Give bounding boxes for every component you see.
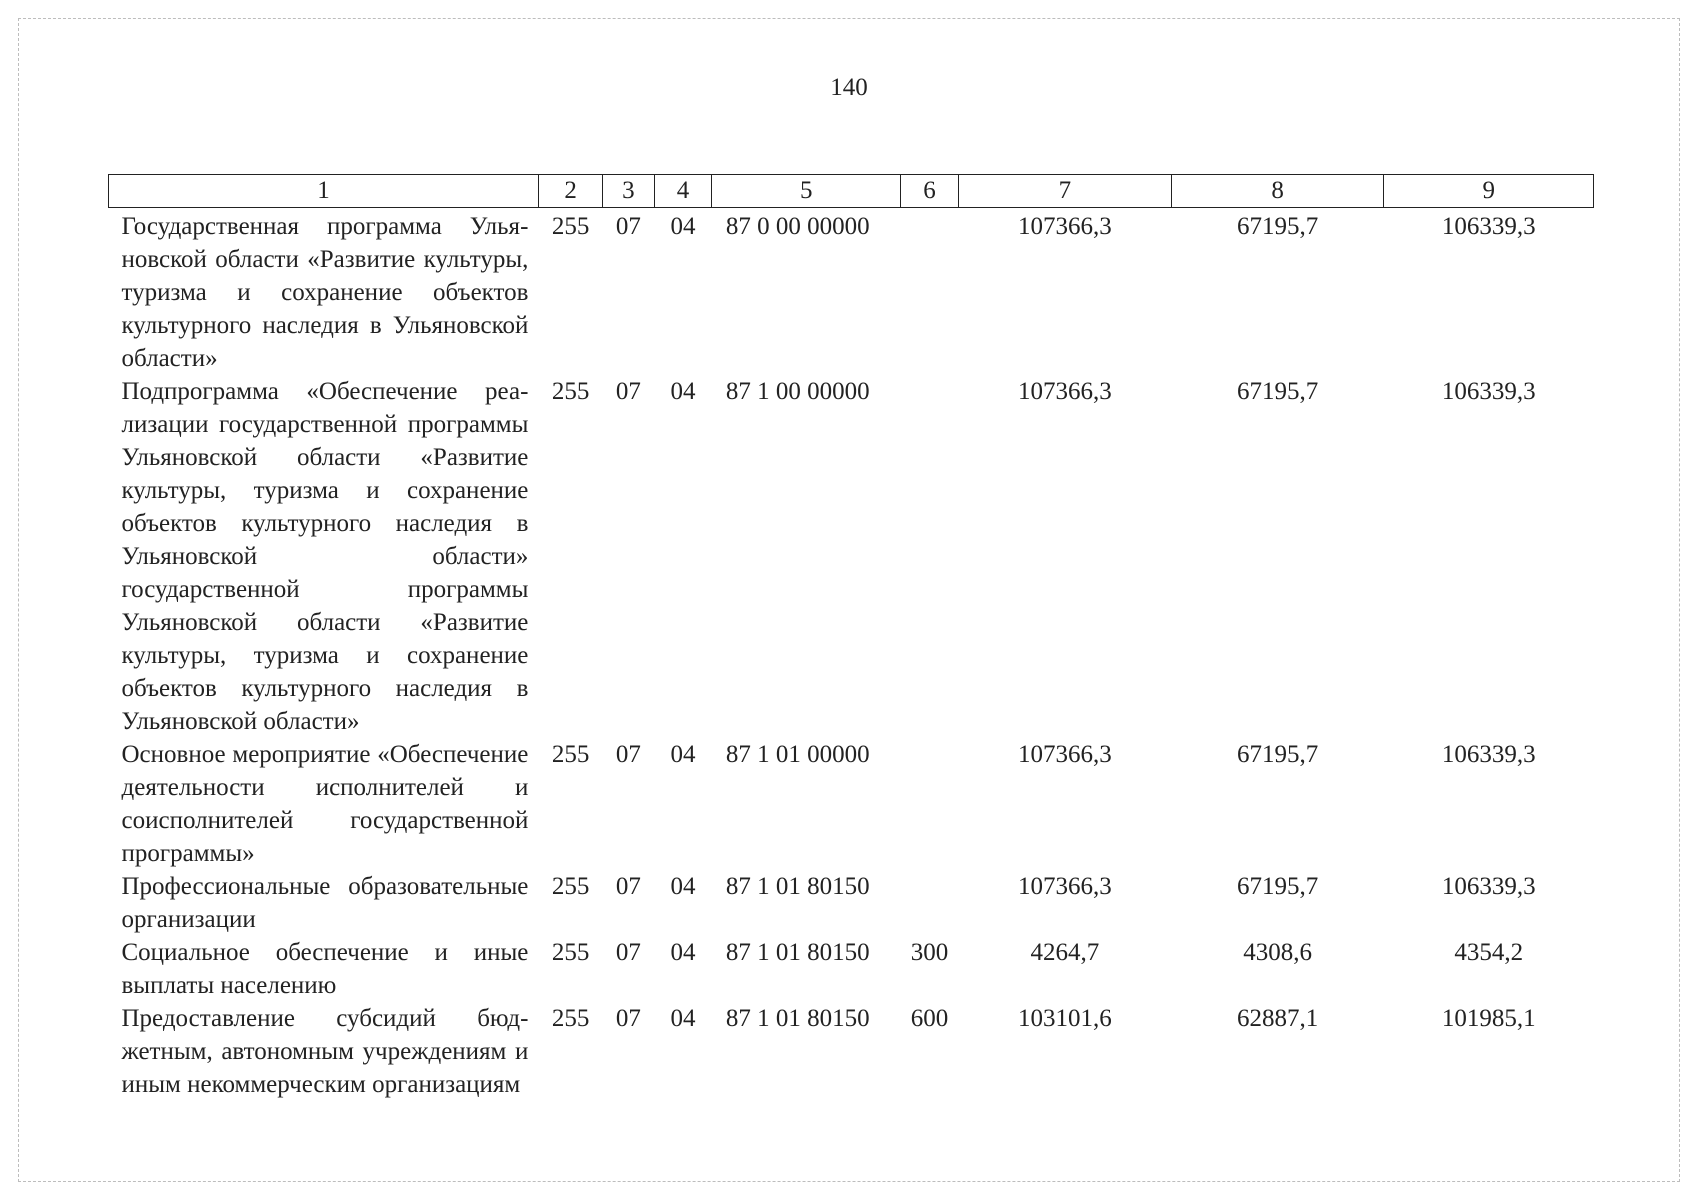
row-col-5: 87 1 01 80150: [725, 1005, 870, 1032]
row-col-8: 67195,7: [1236, 741, 1319, 768]
row-col-4: 04: [670, 378, 696, 405]
header-col-3: 3: [603, 175, 654, 208]
row-col-7: 107366,3: [1017, 741, 1112, 768]
row-col-5: 87 0 00 00000: [725, 213, 870, 240]
header-col-7: 7: [958, 175, 1171, 208]
row-col-2: 255: [551, 213, 590, 240]
row-col-6: [901, 375, 959, 738]
row-col-6: [901, 208, 959, 376]
row-col-8: 67195,7: [1236, 873, 1319, 900]
row-name: Социальное обеспечение и иные выплаты населению: [121, 939, 529, 999]
row-col-2: 255: [551, 378, 590, 405]
header-col-9: 9: [1384, 175, 1594, 208]
table-header-row: [109, 175, 1594, 208]
row-col-9: 106339,3: [1441, 378, 1536, 405]
row-col-7: 4264,7: [1030, 939, 1100, 966]
row-col-6: 300: [910, 939, 949, 966]
row-col-3: 07: [615, 741, 641, 768]
row-col-5: 87 1 01 80150: [725, 939, 870, 966]
row-col-5: 87 1 01 00000: [725, 741, 870, 768]
row-col-2: 255: [551, 1005, 590, 1032]
row-name: Профессиональные образовательные организации: [121, 873, 529, 933]
row-col-7: 103101,6: [1017, 1005, 1112, 1032]
row-col-6: 600: [910, 1005, 949, 1032]
row-col-8: 67195,7: [1236, 213, 1319, 240]
table-row: [109, 375, 1594, 738]
row-col-4: 04: [670, 1005, 696, 1032]
row-name: Подпрограмма «Обеспечение реализации государственной программы Ульяновской области «Развитие культуры, туризма и сохранение объектов культурного наследия в Ульяновской области» государственной программы Ульяновской области «Развитие культуры, туризма и сохранение объектов культурного наследия в Ульяновской области»: [121, 378, 529, 735]
row-col-3: 07: [615, 1005, 641, 1032]
table-row: [109, 738, 1594, 870]
row-col-7: 107366,3: [1017, 378, 1112, 405]
row-col-3: 07: [615, 378, 641, 405]
page-number: 140: [830, 74, 868, 101]
row-name: Основное мероприятие «Обеспечение деятельности исполнителей и соисполнителей государственной программы»: [121, 741, 529, 867]
row-col-8: 4308,6: [1243, 939, 1312, 966]
row-col-3: 07: [615, 213, 641, 240]
row-col-7: 107366,3: [1017, 873, 1112, 900]
header-col-1: 1: [109, 175, 539, 208]
row-col-9: 4354,2: [1454, 939, 1524, 966]
row-col-8: 62887,1: [1236, 1005, 1319, 1032]
header-col-6: 6: [901, 175, 959, 208]
header-col-4: 4: [654, 175, 712, 208]
header-col-5: 5: [712, 175, 901, 208]
table-row: [109, 870, 1594, 936]
row-col-6: [901, 870, 959, 936]
row-col-9: 106339,3: [1441, 213, 1536, 240]
row-col-9: 106339,3: [1441, 741, 1536, 768]
budget-table: [108, 174, 1594, 1101]
table-row: [109, 1002, 1594, 1101]
table-row: [109, 208, 1594, 376]
row-col-4: 04: [670, 741, 696, 768]
row-col-2: 255: [551, 939, 590, 966]
row-col-9: 106339,3: [1441, 873, 1536, 900]
row-col-3: 07: [615, 873, 641, 900]
row-col-4: 04: [670, 939, 696, 966]
row-col-3: 07: [615, 939, 641, 966]
row-name: Государственная программа Ульяновской области «Развитие культуры, туризма и сохранение объектов культурного наследия в Ульяновской области»: [121, 213, 529, 372]
header-col-2: 2: [538, 175, 602, 208]
row-col-9: 101985,1: [1441, 1005, 1536, 1032]
row-col-5: 87 1 00 00000: [725, 378, 870, 405]
row-col-8: 67195,7: [1236, 378, 1319, 405]
table-row: [109, 936, 1594, 1002]
header-col-8: 8: [1171, 175, 1384, 208]
row-col-7: 107366,3: [1017, 213, 1112, 240]
row-name: Предоставление субсидий бюджетным, автономным учреждениям и иным некоммерческим организациям: [121, 1005, 529, 1098]
row-col-5: 87 1 01 80150: [725, 873, 870, 900]
row-col-2: 255: [551, 873, 590, 900]
row-col-4: 04: [670, 873, 696, 900]
row-col-6: [901, 738, 959, 870]
row-col-4: 04: [670, 213, 696, 240]
row-col-2: 255: [551, 741, 590, 768]
